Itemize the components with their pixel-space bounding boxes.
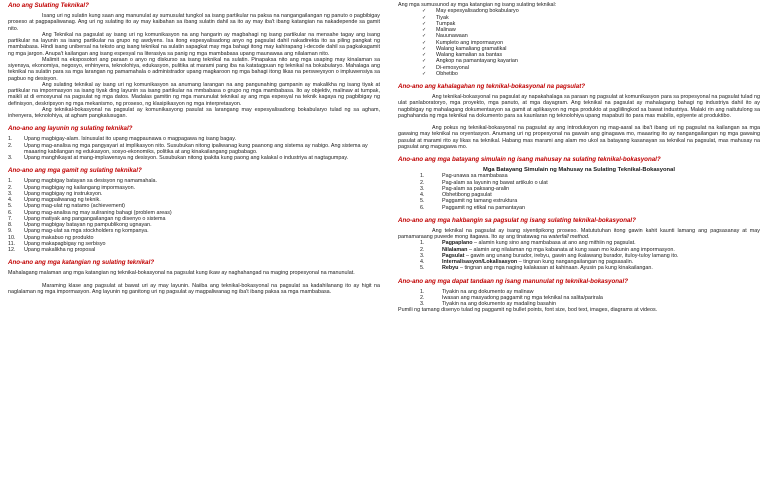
heading-reminders: Ano-ano ang mga dapat tandaan ng isang manunulat ng teknikal-bokasyonal? [398,277,628,285]
list-item: 2. Upang magbigay ng kailangang impormasyon. [8,184,136,191]
list-item: 12. Upang makalikha ng proposal [8,247,96,253]
left-column [8,2,380,295]
heading-steps: Ano-ano ang mga hakbangin sa pagsulat ng isang sulating teknikal-bokasyonal? [398,216,636,224]
list-item: ✓ Tiyak [422,14,449,21]
list-item: 10. Upang makabuo ng produkto [8,234,94,241]
paragraph: Ang teknikal na pagsulat ay isang siyentipikong proseso. Matututuhan itong gawin kahit kaunti lamang ang pagsasanay at may pamamaraang puwede mong itagawa. Ito ay ang tinatawag na waterfall method. [398,227,760,240]
objectives-list [8,136,380,161]
list-item: 4. Upang magpaliwanag ng teknik. [8,197,101,203]
steps-list [398,240,760,271]
list-item: 9. Upang mag-ulat sa mga stockholders ng kompanya. [8,228,149,235]
paragraph: Ang teknikal-bokasyonal na pagsulat ay napakahalaga sa paraan ng pagsulat at komunikasyon para sa propesyonal na pagsulat tulad ng ulat panlaboratoryo, mga proyekto, mga panuto, at mga dayagram. Ang teknikal na pagsulat ay mahalagang bahagi ng industriya dahil ito ay nagbibigay ng mahalagang dokumentasyon sa gamit at aplikasyon ng mga produkto at pagliilingkod sa bawat industriya. Malaki rin ang naitutulong sa paghahanda ng mga teknikal na dokumento para sa kaunlaran ng teknolohiya upang mapabuti ito para mas mabilis, epiyente at produktibo. [398,94,760,119]
list-item: 6. Upang mag-analisa ng may suliraning bahagi (problem areas) [8,209,172,216]
principles-subtitle: Mga Batayang Simulain ng Mahusay na Sulating Teknikal-Bokasyonal [483,167,675,173]
list-item: 4. Internalisasyon/Lokalisasyon – tingnan kung nangangailangan ng pagsasalin. [420,259,634,265]
list-item: ✓ Kumpleto ang impormasyon [422,39,504,46]
bullet-icon: ✓ [422,64,427,71]
reminders-list [398,289,760,308]
bullet-icon: ✓ [422,39,427,46]
heading-principles: Ano-ano ang mga batayang simulain ng isang mahusay na sulating teknikal-bokasyonal? [398,156,661,163]
heading-what-is: Ano ang Sulating Teknikal? [8,2,89,9]
paragraph: Ang mga sumusunod ay mga katangian ng isang sulating teknikal: [398,2,557,8]
list-item: 5. Rebyu – tingnan ang mga naging kalakasan at kahinaan. Ayusin pa kung kinakailangan. [420,265,653,272]
list-item: 8. Upang magbigay batayan ng pampublikong ugnayan. [8,222,152,228]
list-item: ✓ Nauunawaan [422,33,468,40]
list-item: 2. Upang mag-analisa ng mga pangyayari at implikasyon nito. Susubukan nitong ipaliwanag kung paanong ang sistema ay nabigo. Ang sistema ay maaaring kabilangan ng edukasyon, sosyo-ekonomiks, politika at ang kinakailangang pagbabago. [8,142,368,155]
list-item: ✓ Walang kamalian sa bantas [422,52,503,58]
list-item: 1. Pagpaplano – alamin kung sino ang mambabasa at ano ang mithiin ng pagsulat. [420,240,636,247]
bullet-icon: ✓ [422,20,427,27]
paragraph: Ang sulating teknikal ay isang uri ng komunikasyon sa anumang larangan na ang pangunahing gampanin ay makalikha ng isang tiyak at partikular na impormasyon sa isang tiyak ding layunin sa isang partikular na mmbabasa o grupo ng mga mambabasa. Ito ay objektiv, malinaw at tumpak, maikli at di emosyunal na pagsulat ng mga datos. Madalas gamitin ng mga manunulat teknikal ay ang mga espesyal na teknik kagaya ng pagbibigay ng definisyon, deskripsyon ng mga mekanismo, ng proseso, ng klasipikasyon ng mga interpretasyon. [8,81,380,107]
bullet-icon: ✓ [422,33,427,40]
list-item: 2. Iwasan ang masyadong paggamit ng mga teknikal na salita/parirala [420,294,603,301]
heading-importance: Ano-ano ang kahalagahan ng teknikal-bokasyonal na pagsulat? [398,83,586,90]
list-item: 5. Paggamit ng tamang estruktura [420,198,518,205]
list-item: 1. Pag-unawa sa mambabasa [420,173,508,180]
list-item: 6. Paggamit ng etikal na pamantayan [420,204,526,211]
list-item: 7. Upang matiyak ang pangangailangan ng disenyo o sistema [8,215,166,222]
list-item: 3. Pagsulat – gawin ang unang burador, irebyu, gawin ang ikalawang burador, ituloy-tuloy lamang ito. [420,252,679,259]
paragraph: Pumili ng tamang disenyo tulad ng paggamit ng bullet points, font size, bod text, images, diagrams at videos. [398,307,658,314]
bullet-icon: ✓ [422,27,427,33]
paragraph: Ang pokus ng teknikal-bokasyonal na pagsulat ay ang introduksyon ng mag-aaral sa iba't ibang uri ng pagsulat na kailangan sa mga gawaing may teknikal na oryentasyon. Anumang uri ng propesyonal na gawain ang ginagawa mo, maaaring ito ay nangangailangan ng mga gawaing pasulat at marami rito ay likas na teknikal. Habang mas marami ang alam mo ukol sa batayang kasanayan sa teknikal na pagsulat, mas mahusay na pagsulat ang magagawa mo. [398,125,760,150]
principles-list [398,173,760,211]
bullet-icon: ✓ [422,45,427,52]
heading-uses: Ano-ano ang mga gamit ng sulating teknikal? [8,167,142,175]
list-item: ✓ May espesyalisadong bokabularyo [422,8,519,15]
uses-list [8,178,380,253]
list-item: ✓ Angkop na pamantayang kayarian [422,58,518,65]
right-column [398,2,760,314]
bullet-icon: ✓ [422,52,427,58]
bullet-icon: ✓ [422,70,427,77]
list-item: ✓ Malinaw [422,27,456,33]
bullet-icon: ✓ [422,14,427,21]
list-item: 3. Upang manghikayat at mang-impluwensya ng desisyon. Susubukan nitong ipakita kung paong ang kalakal o industriya at nagtagumpay. [8,155,349,161]
heading-characteristics: Ano-ano ang mga katangian ng sulating teknikal? [8,259,155,267]
list-item: ✓ Walang kamaliang gramatikal [422,45,507,52]
list-item: 1. Upang magbigay-alam. Isinusulat ito upang magpaunawa o magpagawa ng isang bagay. [8,136,237,143]
characteristics-list [398,8,760,77]
list-item: 1. Upang magbigay batayan sa desisyon ng namamahala. [8,178,158,185]
list-item: 5. Upang mag-ulat ng natamo (achievement) [8,203,125,210]
list-item: 2. Pag-alam sa layunin ng bawat artikulo o ulat [420,179,548,186]
heading-objectives: Ano-ano ang layunin ng sulating teknikal? [8,125,133,133]
list-item: 3. Tiyakin na ang dokumento ay madaling basahin [420,301,556,307]
list-item: 4. Obhetibong pagsulat [420,192,492,198]
paragraph: Isang uri ng sulatin kung saan ang manunulat ay sumusulat tungkol sa isang partikular na paksa na nangangailangan ng panuto o pagbibigay proseso at pagpapaliwanag. Ang uri ng sulating ito ay may kaibahan sa ibang sulatin dahil sa ito ay may iba't ibang katangian na nakadepende sa gamit nito. [8,13,380,32]
list-item: ✓ Di-emosyonal [422,64,469,71]
paragraph: Mahalagang malaman ang mga katangian ng teknikal-bokasyonal na pagsulat kung ikaw ay naghahangad na maging propesyonal na manunulat. [8,270,355,277]
list-item: 3. Pag-alam sa paksang-aralin [420,185,510,192]
paragraph: Ang teknikal-bokasyonal na pagsulat ay komunikasyong pasulat sa larangang may espesyalisadong bokabularyo tulad ng sa agham, inhenyera, teknolohiya, at agham pangkalusugan. [8,106,380,119]
paragraph: Ang Teknikal na pagsulat ay isang uri ng komunikasyon na ang hangarin ay magbahagi ng isang partikular na mensahe tagay ang isang partikular na layunin sa isang partikular na grupo ng awdyens. Isa itong espesyalisadong anyo ng pagsulat dahil nakadirekta ito sa piling pangkat ng mambabasa. Hindi isang unibersal na teksto ang isang teknikal na sulatin sapagkat may mga bahagi itong may kahirapang i-decode dahil sa pagkakagamit ng mga jargon. Anupa't kailangan ang isang espesyal na literasiya sa panig ng mga mambabasa upang maunawaa ang nilalaman nito. [8,31,380,57]
paragraph: Malimit na eksposotori ang paraan o anyo ng diskurso sa isang teknikal na sulatin. Pinapaksa nito ang mga usaping may kinalaman sa siyensya, ekonomiya, negosyo, enhinyera, teknolohiya, edukasyon, pulitika at marami pang iba na katatagpuan ng teknikal na bokabularyo. Mahalaga ang teknikal na sulatin para sa mga larangan ng pamamahala o administrador upang magkaroon ng mga bahagi itong likas na persweysyon o impluwensiya sa pagbuo ng desisyon. [8,56,380,82]
bullet-icon: ✓ [422,58,427,65]
list-item: ✓ Obhetibo [422,70,458,77]
bullet-icon: ✓ [422,8,427,15]
list-item: 2. Nilalaman – alamin ang nilalaman ng mga kabanata at kung saan mo kukunin ang impormasyon. [420,246,675,253]
list-item: ✓ Tumpak [422,20,456,27]
list-item: 3. Upang magbigay ng instruksyon. [8,190,103,197]
list-item: 1. Tiyakin na ang dokumento ay malinaw [420,288,534,295]
paragraph: Maraming klase ang pagsulat at bawat uri ay may layunin. Naiiba ang teknikal-bokasyonal na pagsulat sa kadahilanang ito ay higit na naglalaman ng mga impormasyon. Ang layunin ng ganitong uri ng pagsulat ay magpaliwanag ng iba't ibang paksa sa mga mambabasa. [8,282,380,295]
list-item: 11. Upang makapagbigay ng serbisyo [8,240,106,247]
